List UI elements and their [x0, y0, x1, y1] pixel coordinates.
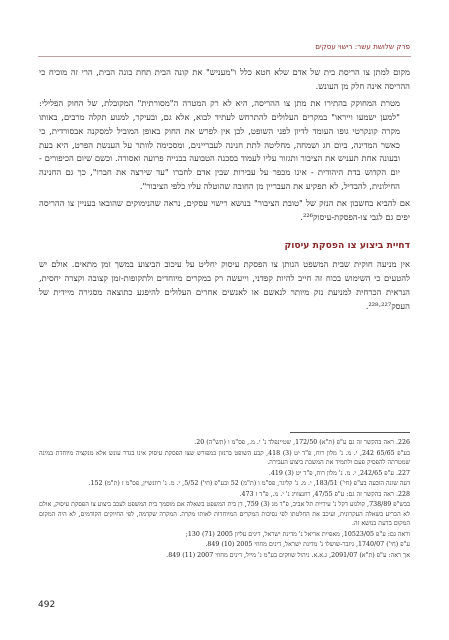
- main-text: [39, 66, 410, 314]
- footnotes: [39, 438, 410, 561]
- footnote: בע"פ 65/65 242, י. מ. נ' מלון רוח, פ"ד יט (3) 418, קבע השופט ברנזון במפורש שצו הפסקת עיסוק אינו בגדר עונש אלא מנקציה מיוחדת במינה שמטרתה להפסיק פעם ולתמיד את המשכת ביצוע העבירה.: [39, 449, 410, 466]
- footnote: בבש"פ 738/89, קולנוע דקל נ' עיריית תל אביב, פ"ד מג (3) 759, דן בית המשפט בשאלה אם מוסמך בית המשפט לעכב ביצוע צו הפסקת עיסוק, אולם לא הכריע בשאלה העקרונית, ועיכב את החלטתו לפי נסיבות המקרים המיוחדות לאותו מקרה. המקרה שקדמה, לפי החיוקים הקודמים, לא היה המקום המקום בדעת בנושא זה.: [39, 501, 410, 527]
- section-title: דחיית ביצוע צו הפסקת עיסוק: [284, 239, 410, 251]
- footnote: 228. ראה בהקשר זה גם: ע"פ 47/55, רוזנצוויג נ' י. מ., פ"ד ז 473.: [239, 490, 410, 498]
- paragraph: מטרת המחוקק בהתירו את מתן צו ההריסה, היא לא רק המטרה ה"מסורתית" המקובלת, של החוק הפלילי: "למען ישמעו וייראו" במקרים העלולים להתרחש לעתיד לבוא, אלא גם, ובעיקר, למנוע תקלה מרבים, באותו מקרה קונקרטי גופו העומד לדיון לפני השופט, לכן אין לפרש את החוק באופן המוביל למסקנה אבסורדית, כי כאשר המדינה, ביום חג ושמחה, מחליטה לתת חנינה לעבריינים, ומסכימה לוותר על הענשת הפרט, היא בעת ובעונה אחת תעניש את הציבור ותגזור עליו לעמוד בסכנה הטבועה בבנייה פרועה ואסורה. וכשם שיום הכיפורים - יום הקדוש בדת היהודית - אינו מכפר על עבירות שבין אדם לחברו "עד שירצה את חברו", כך גם החנינה החילונית, להבדיל, לא תפקיע את העבריין מן החובה שהוטלה עליו כלפי הציבור".: [39, 97, 400, 192]
- footnote-rule: [290, 432, 410, 433]
- footnote: 226. ראה בהקשר זה גם ע"פ (ת"א) 172/50, שטיינפלד נ' י. מ., פס"מ ו (תש"ה) 20.: [194, 439, 410, 446]
- footnote: 227. ע"פ 242/65, י. מ. נ' מלון רוח, פ"ד יט (3) 419.: [268, 469, 410, 477]
- footnote: ע"פ (חי') 1740/07, גיזבר-שושלו נ' מדינת ישראל, דינים מחוזי 2005 (10) 849.: [205, 541, 410, 548]
- footnote: דעה שונה הובעה בע"פ (חי') 183/51, י. מ. נ' קליגר, פס"מ ו (ת"מ) 52 ובע"פ (חי') 5/52, י. מ. נ' רוזנשיין, פס"מ ז (ת"מ) 152.: [88, 480, 410, 487]
- section-paragraph: אין מניעה חוקית שבית המשפט הנותן צו הפסקת עיסוק יחליט על עיכוב הביצוע במשך זמן מתאים. אולם יש להטעים כי השימוש בכוח זה חייב להיות קפדני, וייעשה רק במקרים מיוחדים ולתקופות-זמן קצובה וקצרה יחסית, הנראית הכרחית למניעת נזק מיותר לנאשם או לאנשים אחרים העלולים להיפגע כתוצאה מסגירה מיידית של העסק²²⁷·²²⁸.: [39, 258, 410, 311]
- running-header: פרק שלושת עשר: רישוי עסקים: [315, 42, 410, 51]
- page-number: 492: [38, 600, 56, 610]
- paragraph: אם להביא בחשבון את הנזק של "טובת הציבור" בנושא רישוי עסקים, נראה שהנימוקים שהובאו בעניין צו ההריסה יפים גם לגבי צו-הפסקת-עיסוק²²⁶.: [39, 198, 410, 223]
- footnote: אך ראה: ע"פ (ת"א) 2091/07, ג.א.א. ניהול שווקים בע"מ נ' מייל, דינים מחוזי 2007 (11) 849.: [166, 551, 410, 559]
- paragraph: מקום למתן צו הריסת בית של אדם שלא חטא כלל ו"מעניש" את קונה הבית תחת בונה הבית, הרי זה מוכיח כי ההריסה אינה חלק מן העונש.: [39, 67, 410, 91]
- footnote: וראה גם: ע"פ 10523/05, מאפיית אריאל נ' מדינת ישראל, דינים עליון 2005 (71) 130;: [185, 530, 410, 538]
- header-rule: [38, 56, 411, 57]
